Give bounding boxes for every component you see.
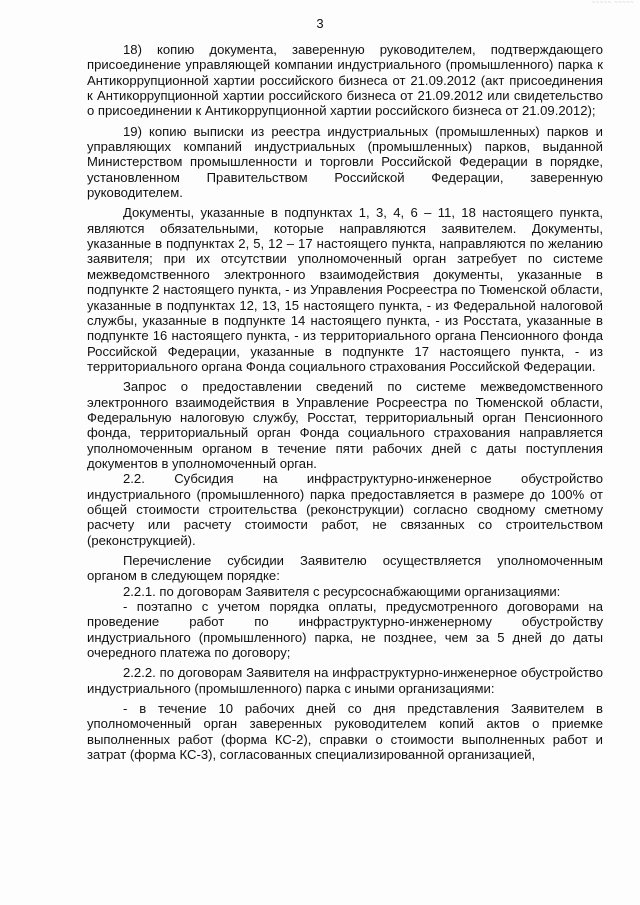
paragraph-section-2-2-1: 2.2.1. по договорам Заявителя с ресурсоснабжающими организациями: (123, 583, 561, 599)
paragraph-subsidy-transfer: Перечисление субсидии Заявителю осуществляется уполномоченным органом в следующем порядке: (87, 553, 603, 584)
paragraph-documents-list: Документы, указанные в подпунктах 1, 3, 4, 6 – 11, 18 настоящего пункта, являются обязательными, которые направляются заявителем. Документы, указанные в подпунктах 2, 5, 12 – 17 настоящего пункта, направляются по желанию заявителя; при их отсутствии уполномоченный орган затребует по системе межведомственного электронного взаимодействия документы, указанные в подпункте 2 настоящего пункта, - из Управления Росреестра по Тюменской области, указанные в подпунктах 12, 13, 15 настоящего пункта, - из Федеральной налоговой службы, указанные в подпункте 14 настоящего пункта, - из Росстата, указанные в подпункте 16 настоящего пункта, - из территориального органа Пенсионного фонда Российской Федерации, указанные в подпункте 17 настоящего пункта, - из территориального органа Фонда социального страхования Российской Федерации. (87, 205, 603, 374)
page-number: 3 (316, 16, 324, 31)
document-body (87, 42, 603, 762)
corner-mark: ~~~~~ ~~~~~ (591, 0, 634, 6)
paragraph-item-18: 18) копию документа, заверенную руководителем, подтверждающего присоединение управляющей компании индустриального (промышленного) парка к Антикоррупционной хартии российского бизнеса от 21.09.2012 (акт присоединения к Антикоррупционной хартии российского бизнеса от 21.09.2012 или свидетельство о присоединении к Антикоррупционной хартии российского бизнеса от 21.09.2012); (87, 42, 603, 119)
paragraph-stagewise-payment: - поэтапно с учетом порядка оплаты, предусмотренного договорами на проведение работ по инфраструктурно-инженерному обустройству индустриального (промышленного) парка, не позднее, чем за 5 дней до даты очередного платежа по договору; (87, 599, 603, 661)
paragraph-item-19: 19) копию выписки из реестра индустриальных (промышленных) парков и управляющих компаний индустриальных (промышленных) парков, выданной Министерством промышленности и торговли Российской Федерации в порядке, установленном Правительством Российской Федерации, заверенную руководителем. (87, 123, 603, 201)
paragraph-section-2-2-2: 2.2.2. по договорам Заявителя на инфраструктурно-инженерное обустройство индустриального (промышленного) парка с иными организациями: (87, 665, 603, 696)
paragraph-section-2-2: 2.2. Субсидия на инфраструктурно-инженерное обустройство индустриального (промышленного) парка предоставляется в размере до 100% от общей стоимости строительства (реконструкции) согласно сводному сметному расчету или расчету стоимости работ, не связанных со строительством (реконструкцией). (87, 471, 603, 548)
paragraph-ten-days: - в течение 10 рабочих дней со дня представления Заявителем в уполномоченный орган заверенных руководителем копий актов о приемке выполненных работ (форма КС-2), справки о стоимости выполненных работ и затрат (форма КС-3), согласованных специализированной организацией, (87, 701, 603, 763)
paragraph-interagency-request: Запрос о предоставлении сведений по системе межведомственного электронного взаимодействия в Управление Росреестра по Тюменской области, Федеральную налоговую службу, Росстат, территориальный орган Пенсионного фонда, территориальный орган Фонда социального страхования направляется уполномоченным органом в течение пяти рабочих дней с даты поступления документов в уполномоченный орган. (87, 379, 603, 471)
